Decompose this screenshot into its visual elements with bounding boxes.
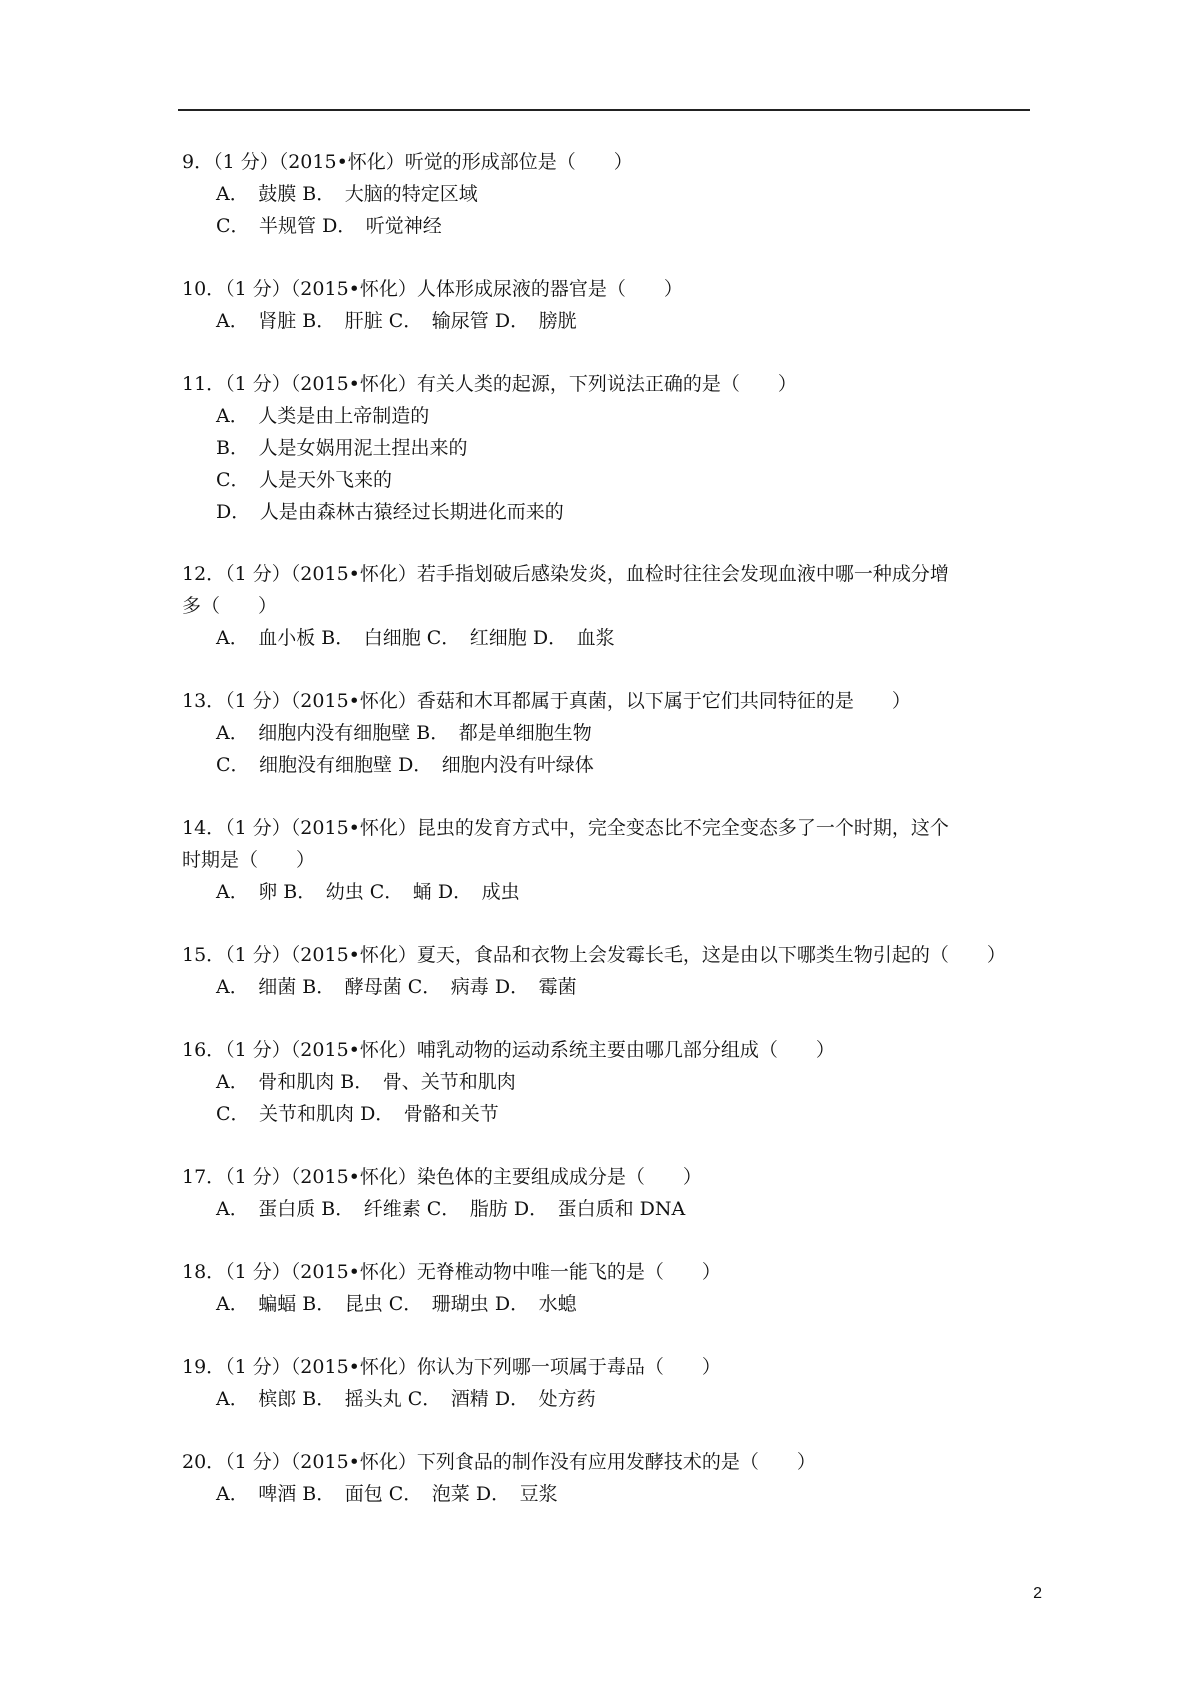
question-stem: 14．（1 分）（2015•怀化）昆虫的发育方式中，完全变态比不完全变态多了一个时期，这个 — [182, 817, 949, 839]
question-stem: 18．（1 分）（2015•怀化）无脊椎动物中唯一能飞的是（ ） — [182, 1261, 721, 1283]
question-16 — [182, 1034, 1030, 1130]
page-number: 2 — [1033, 1585, 1042, 1602]
answer-options: B． 人是女娲用泥土捏出来的 — [216, 437, 468, 459]
answer-options: C． 细胞没有细胞壁 D． 细胞内没有叶绿体 — [216, 754, 594, 776]
question-stem: 12．（1 分）（2015•怀化）若手指划破后感染发炎，血检时往往会发现血液中哪一种成分增 — [182, 563, 949, 585]
answer-options: C． 关节和肌肉 D． 骨骼和关节 — [216, 1103, 499, 1125]
answer-options: A． 骨和肌肉 B． 骨、关节和肌肉 — [216, 1071, 516, 1093]
question-19 — [182, 1351, 1030, 1415]
question-stem: 13．（1 分）（2015•怀化）香菇和木耳都属于真菌，以下属于它们共同特征的是 ） — [182, 690, 911, 712]
question-stem: 时期是（ ） — [182, 849, 316, 871]
question-stem: 9．（1 分）（2015•怀化）听觉的形成部位是（ ） — [182, 151, 633, 173]
answer-options: A． 人类是由上帝制造的 — [216, 405, 430, 427]
answer-options: A． 肾脏 B． 肝脏 C． 输尿管 D． 膀胱 — [216, 310, 577, 332]
answer-options: A． 蝙蝠 B． 昆虫 C． 珊瑚虫 D． 水螅 — [216, 1293, 577, 1315]
answer-options: A． 卵 B． 幼虫 C． 蛹 D． 成虫 — [216, 881, 520, 903]
question-stem: 17．（1 分）（2015•怀化）染色体的主要组成成分是（ ） — [182, 1166, 702, 1188]
answer-options: A． 啤酒 B． 面包 C． 泡菜 D． 豆浆 — [216, 1483, 558, 1505]
question-10 — [182, 273, 1030, 337]
question-stem: 多（ ） — [182, 595, 278, 617]
question-stem: 20．（1 分）（2015•怀化）下列食品的制作没有应用发酵技术的是（ ） — [182, 1451, 816, 1473]
question-9 — [182, 146, 1030, 242]
answer-options: A． 细菌 B． 酵母菌 C． 病毒 D． 霉菌 — [216, 976, 577, 998]
answer-options: D． 人是由森林古猿经过长期进化而来的 — [216, 501, 564, 523]
answer-options: A． 细胞内没有细胞壁 B． 都是单细胞生物 — [216, 722, 592, 744]
question-13 — [182, 685, 1030, 781]
question-stem: 10．（1 分）（2015•怀化）人体形成尿液的器官是（ ） — [182, 278, 683, 300]
answer-options: A． 血小板 B． 白细胞 C． 红细胞 D． 血浆 — [216, 627, 615, 649]
answer-options: C． 人是天外飞来的 — [216, 469, 393, 491]
header-rule — [178, 109, 1030, 111]
answer-options: C． 半规管 D． 听觉神经 — [216, 215, 442, 237]
answer-options: A． 鼓膜 B． 大脑的特定区域 — [216, 183, 478, 205]
question-11 — [182, 368, 1030, 528]
question-17 — [182, 1161, 1030, 1225]
question-20 — [182, 1446, 1030, 1510]
question-stem: 19．（1 分）（2015•怀化）你认为下列哪一项属于毒品（ ） — [182, 1356, 721, 1378]
question-12 — [182, 558, 1030, 654]
question-14 — [182, 812, 1030, 908]
answer-options: A． 蛋白质 B． 纤维素 C． 脂肪 D． 蛋白质和 DNA — [216, 1198, 686, 1220]
question-15 — [182, 939, 1030, 1003]
question-stem: 16．（1 分）（2015•怀化）哺乳动物的运动系统主要由哪几部分组成（ ） — [182, 1039, 835, 1061]
question-stem: 11．（1 分）（2015•怀化）有关人类的起源，下列说法正确的是（ ） — [182, 373, 797, 395]
question-stem: 15．（1 分）（2015•怀化）夏天，食品和衣物上会发霉长毛，这是由以下哪类生物引起的（ ） — [182, 944, 1006, 966]
answer-options: A． 槟郎 B． 摇头丸 C． 酒精 D． 处方药 — [216, 1388, 596, 1410]
question-18 — [182, 1256, 1030, 1320]
